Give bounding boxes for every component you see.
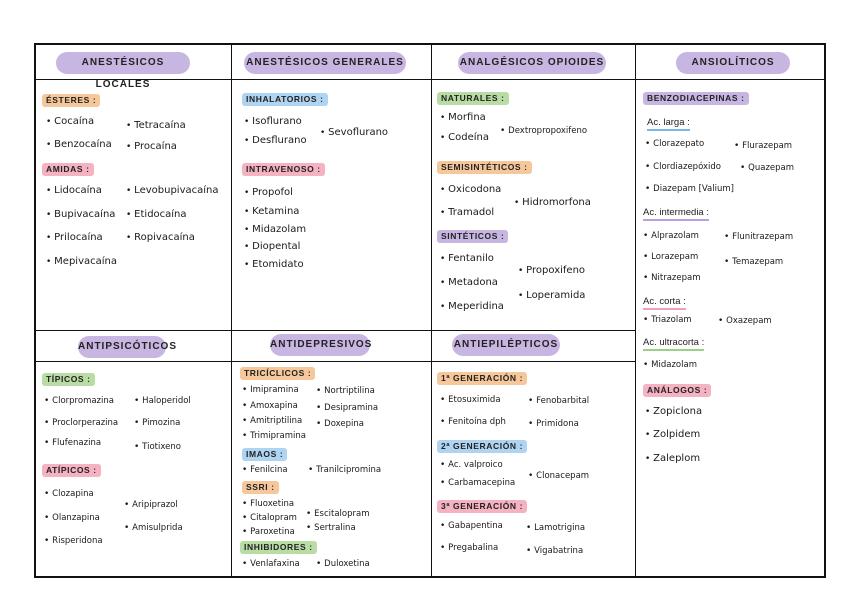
accion-larga-item: • Diazepam [Valium] [645, 184, 734, 194]
intravenoso-item: • Diopental [244, 241, 300, 252]
intravenoso-item: • Ketamina [244, 206, 299, 217]
analogos-item: • Zaleplom [645, 453, 700, 464]
imaos-label: IMAOS : [242, 448, 287, 461]
segunda-generacion-item: • Clonacepam [528, 471, 589, 481]
col-divider-2 [431, 43, 432, 578]
atipicos-item: • Clozapina [44, 489, 94, 499]
col-divider-3 [635, 43, 636, 578]
segunda-generacion-label: 2ª GENERACIÓN : [437, 440, 527, 453]
accion-larga-item: • Flurazepam [734, 141, 792, 151]
amidas-label: AMIDAS : [42, 163, 94, 176]
tipicos-item: • Flufenazina [44, 438, 101, 448]
tercera-generacion-item: • Pregabalina [440, 543, 498, 553]
amidas-item: • Prilocaína [46, 232, 103, 243]
inhalatorios-item: • Sevoflurano [320, 127, 388, 138]
accion-corta-label: Ac. corta : [643, 296, 686, 310]
sinteticos-item: • Metadona [440, 277, 498, 288]
inhalatorios-item: • Isoflurano [244, 116, 302, 127]
inhalatorios-item: • Desflurano [244, 135, 307, 146]
accion-larga-label: Ac. larga : [647, 117, 690, 131]
accion-intermedia-item: • Alprazolam [643, 231, 699, 241]
accion-intermedia-item: • Flunitrazepam [724, 232, 793, 242]
amidas-item: • Etidocaína [126, 209, 187, 220]
inhibidores-item: • Duloxetina [316, 559, 370, 569]
semisinteticos-item: • Oxicodona [440, 184, 501, 195]
accion-intermedia-item: • Temazepam [724, 257, 783, 267]
divider-lower-header [34, 361, 636, 362]
naturales-item: • Codeína [440, 132, 489, 143]
atipicos-item: • Risperidona [44, 536, 103, 546]
atipicos-item: • Amisulprida [124, 523, 183, 533]
primera-generacion-item: • Primidona [528, 419, 579, 429]
naturales-item: • Morfina [440, 112, 486, 123]
anestesicos-generales-title: ANESTÉSICOS GENERALES [244, 52, 406, 74]
accion-corta-item: • Oxazepam [718, 316, 772, 326]
ssri-item: • Sertralina [306, 523, 356, 533]
triciclicos-item: • Doxepina [316, 419, 364, 429]
anestesicos-locales-title: ANESTÉSICOS LOCALES [56, 52, 190, 74]
analgesicos-opioides-title: ANALGÉSICOS OPIOIDES [458, 52, 606, 74]
naturales-label: NATURALES : [437, 92, 509, 105]
tipicos-item: • Haloperidol [134, 396, 191, 406]
border-right [824, 43, 826, 578]
ssri-item: • Paroxetina [242, 527, 295, 537]
sinteticos-item: • Propoxifeno [518, 265, 585, 276]
amidas-item: • Bupivacaína [46, 209, 115, 220]
sinteticos-item: • Fentanilo [440, 253, 494, 264]
primera-generacion-label: 1ª GENERACIÓN : [437, 372, 527, 385]
col-divider-1 [231, 43, 232, 578]
tipicos-item: • Clorpromazina [44, 396, 114, 406]
segunda-generacion-item: • Ac. valproico [440, 460, 503, 470]
esteres-item: • Procaína [126, 141, 177, 152]
ssri-label: SSRI : [242, 481, 279, 494]
triciclicos-item: • Amitriptilina [242, 416, 302, 426]
semisinteticos-item: • Tramadol [440, 207, 494, 218]
amidas-item: • Levobupivacaína [126, 185, 218, 196]
primera-generacion-item: • Fenobarbital [528, 396, 589, 406]
sinteticos-item: • Meperidina [440, 301, 504, 312]
analogos-label: ANÁLOGOS : [643, 384, 711, 397]
analogos-item: • Zopiclona [645, 406, 702, 417]
tipicos-item: • Pimozina [134, 418, 180, 428]
tercera-generacion-item: • Lamotrigina [526, 523, 585, 533]
ssri-item: • Citalopram [242, 513, 297, 523]
amidas-item: • Lidocaína [46, 185, 102, 196]
analogos-item: • Zolpidem [645, 429, 700, 440]
ansioliticos-title: ANSIOLÍTICOS [676, 52, 790, 74]
accion-larga-item: • Clordiazepóxido [645, 162, 721, 172]
imaos-item: • Tranilcipromina [308, 465, 381, 475]
sinteticos-label: SINTÉTICOS : [437, 230, 508, 243]
segunda-generacion-item: • Carbamacepina [440, 478, 515, 488]
accion-larga-item: • Clorazepato [645, 139, 704, 149]
inhalatorios-label: INHALATORIOS : [242, 93, 328, 106]
tipicos-item: • Tiotixeno [134, 442, 181, 452]
border-bottom [34, 576, 826, 578]
accion-ultracorta-label: Ac. ultracorta : [643, 337, 704, 351]
intravenoso-item: • Etomidato [244, 259, 304, 270]
accion-intermedia-item: • Nitrazepam [643, 273, 701, 283]
triciclicos-item: • Amoxapina [242, 401, 298, 411]
esteres-item: • Cocaína [46, 116, 94, 127]
primera-generacion-item: • Fenitoína dph [440, 417, 506, 427]
antiepilepticos-title: ANTIEPILÉPTICOS [452, 334, 560, 356]
tercera-generacion-label: 3ª GENERACIÓN : [437, 500, 527, 513]
intravenoso-label: INTRAVENOSO : [242, 163, 325, 176]
atipicos-item: • Aripiprazol [124, 500, 178, 510]
primera-generacion-item: • Etosuximida [440, 395, 501, 405]
triciclicos-item: • Imipramina [242, 385, 299, 395]
amidas-item: • Ropivacaína [126, 232, 195, 243]
tercera-generacion-item: • Gabapentina [440, 521, 503, 531]
tipicos-label: TÍPICOS : [42, 373, 95, 386]
tercera-generacion-item: • Vigabatrina [526, 546, 583, 556]
accion-larga-item: • Quazepam [740, 163, 794, 173]
divider-header [34, 79, 826, 80]
naturales-item: • Dextropropoxifeno [500, 126, 587, 136]
triciclicos-label: TRICÍCLICOS : [240, 367, 315, 380]
border-left [34, 43, 36, 578]
antidepresivos-title: ANTIDEPRESIVOS [270, 334, 370, 356]
border-top [34, 43, 826, 45]
amidas-item: • Mepivacaína [46, 256, 117, 267]
atipicos-label: ATÍPICOS : [42, 464, 101, 477]
sinteticos-item: • Loperamida [518, 290, 585, 301]
inhibidores-label: INHIBIDORES : [240, 541, 317, 554]
accion-corta-item: • Triazolam [643, 315, 692, 325]
ssri-item: • Escitalopram [306, 509, 370, 519]
ssri-item: • Fluoxetina [242, 499, 294, 509]
semisinteticos-label: SEMISINTÉTICOS : [437, 161, 532, 174]
antipsicoticos-title: ANTIPSICÓTICOS [78, 336, 166, 358]
divider-middle [34, 330, 636, 331]
benzodiacepinas-label: BENZODIACEPINAS : [643, 92, 749, 105]
triciclicos-item: • Desipramina [316, 403, 378, 413]
esteres-label: ÉSTERES : [42, 94, 100, 107]
accion-ultracorta-item: • Midazolam [643, 360, 697, 370]
triciclicos-item: • Trimipramina [242, 431, 306, 441]
esteres-item: • Benzocaína [46, 139, 112, 150]
accion-intermedia-label: Ac. intermedia : [643, 207, 709, 221]
intravenoso-item: • Propofol [244, 187, 293, 198]
triciclicos-item: • Nortriptilina [316, 386, 375, 396]
imaos-item: • Fenilcina [242, 465, 288, 475]
tipicos-item: • Proclorperazina [44, 418, 118, 428]
esteres-item: • Tetracaína [126, 120, 186, 131]
intravenoso-item: • Midazolam [244, 224, 306, 235]
semisinteticos-item: • Hidromorfona [514, 197, 591, 208]
inhibidores-item: • Venlafaxina [242, 559, 300, 569]
accion-intermedia-item: • Lorazepam [643, 252, 698, 262]
atipicos-item: • Olanzapina [44, 513, 100, 523]
